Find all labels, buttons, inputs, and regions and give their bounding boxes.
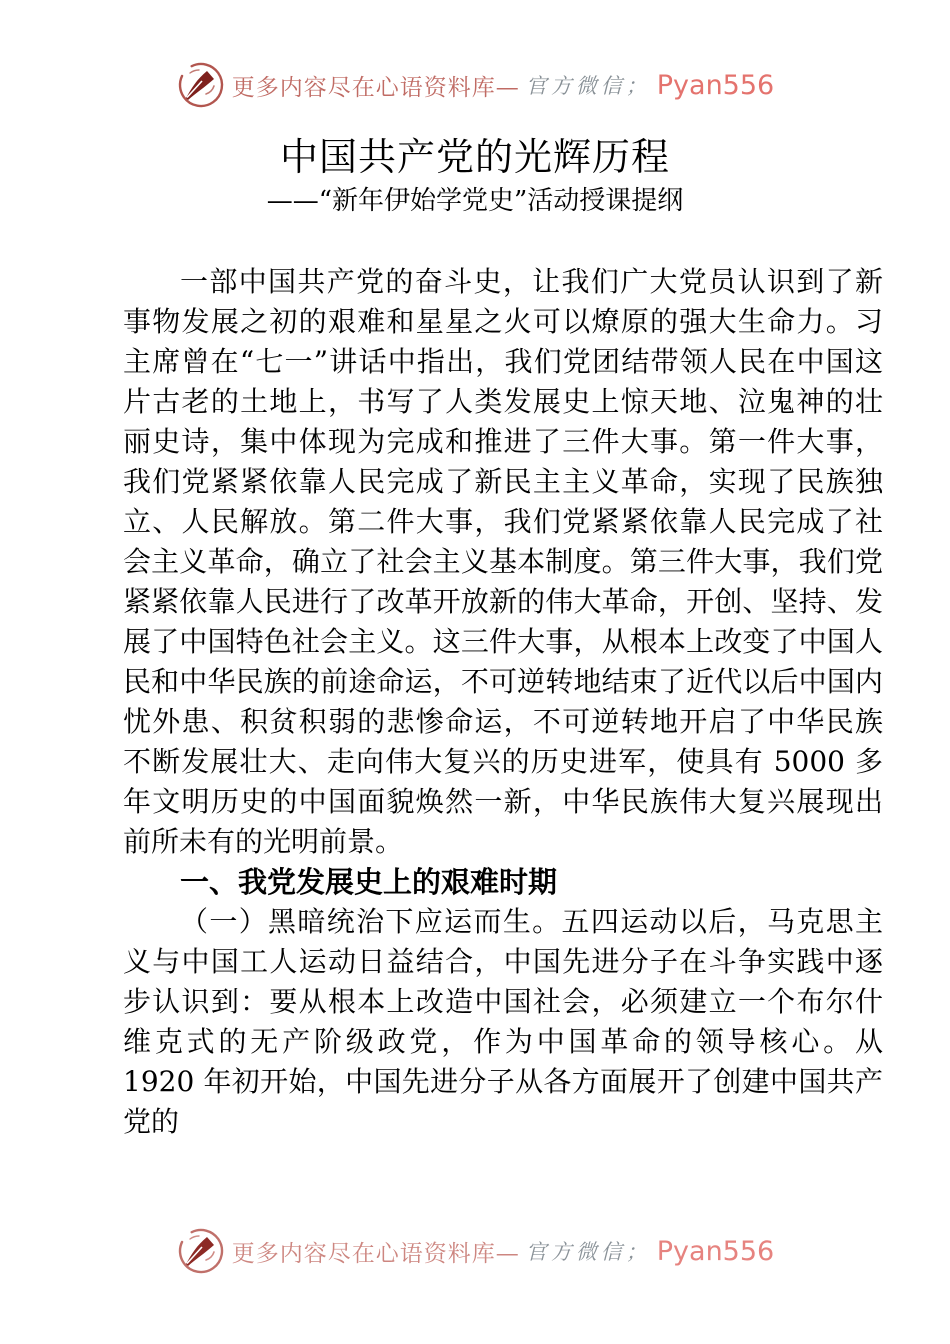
paragraph2-line: 步认识到：要从根本上改造中国社会，必须建立一个布尔什 [123,985,883,1018]
paragraph1-line: 会主义革命，确立了社会主义基本制度。第三件大事，我们党 [123,545,883,578]
watermark-wechat-id: Pyan556 [656,69,775,101]
paragraph1-line: 一部中国共产党的奋斗史，让我们广大党员认识到了新 [180,265,883,298]
pen-logo-icon [176,1226,226,1276]
paragraph1-line: 事物发展之初的艰难和星星之火可以燎原的强大生命力。习 [123,305,883,338]
paragraph2-line: 1920 年初开始，中国先进分子从各方面展开了创建中国共产 [123,1065,883,1098]
paragraph1-line: 片古老的土地上，书写了人类发展史上惊天地、泣鬼神的壮 [123,385,883,418]
paragraph1-line: 紧紧依靠人民进行了改革开放新的伟大革命，开创、坚持、发 [123,585,883,618]
watermark-promo-text: 更多内容尽在心语资料库— [231,1240,520,1267]
section-heading: 一、我党发展史上的艰难时期 [180,865,558,899]
paragraph2-line: 义与中国工人运动日益结合，中国先进分子在斗争实践中逐 [123,945,883,978]
document-body [123,262,883,1142]
paragraph2-line: 党的 [123,1105,180,1138]
paragraph1-line: 丽史诗，集中体现为完成和推进了三件大事。第一件大事， [123,425,883,458]
paragraph1-line: 立、人民解放。第二件大事，我们党紧紧依靠人民完成了社 [123,505,883,538]
header-watermark [0,60,950,110]
paragraph1-line: 前所未有的光明前景。 [123,825,404,858]
paragraph1-line: 不断发展壮大、走向伟大复兴的历史进军，使具有 5000 多 [123,745,883,778]
pen-logo-icon [176,60,226,110]
footer-watermark [0,1226,950,1276]
paragraph1-line: 展了中国特色社会主义。这三件大事，从根本上改变了中国人 [123,625,883,658]
paragraph1-line: 民和中华民族的前途命运，不可逆转地结束了近代以后中国内 [123,665,883,698]
paragraph2-line: （一）黑暗统治下应运而生。五四运动以后，马克思主 [180,905,883,938]
paragraph1-line: 忧外患、积贫积弱的悲惨命运，不可逆转地开启了中华民族 [123,705,883,738]
watermark-promo-text: 更多内容尽在心语资料库— [231,74,520,101]
paragraph1-line: 年文明历史的中国面貌焕然一新，中华民族伟大复兴展现出 [123,785,883,818]
paragraph1-line: 我们党紧紧依靠人民完成了新民主主义革命，实现了民族独 [123,465,883,498]
page-title: 中国共产党的光辉历程 [279,135,670,179]
watermark-wechat-id: Pyan556 [656,1235,775,1267]
page-subtitle: ——“新年伊始学党史”活动授课提纲 [266,186,684,216]
watermark-wechat-label: 官方微信； [525,74,651,98]
paragraph1-line: 主席曾在“七一”讲话中指出，我们党团结带领人民在中国这 [123,345,883,378]
watermark-wechat-label: 官方微信； [525,1240,651,1264]
paragraph2-line: 维克式的无产阶级政党，作为中国革命的领导核心。从 [123,1025,883,1058]
